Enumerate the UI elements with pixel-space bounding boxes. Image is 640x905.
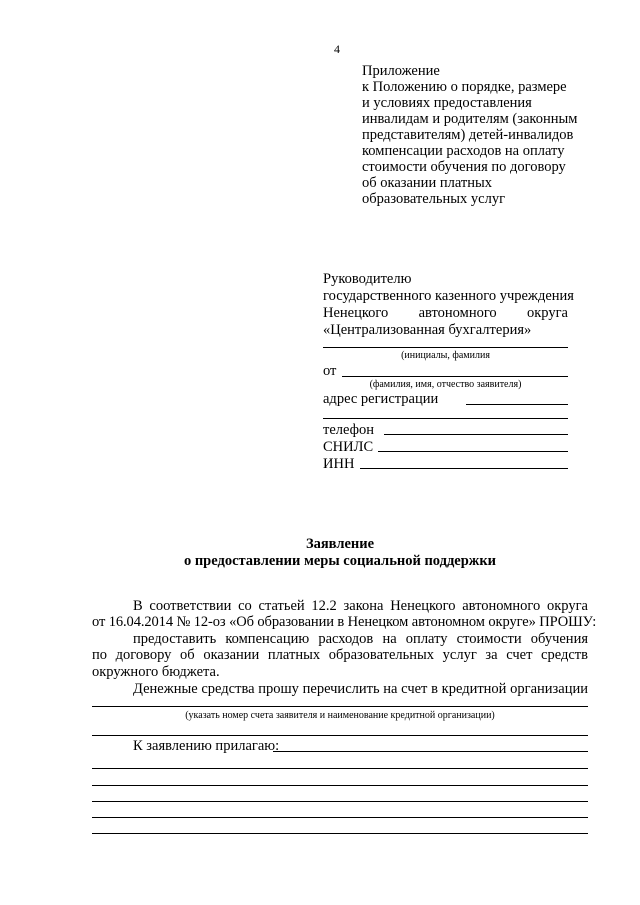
document-subtitle: о предоставлении меры социальной поддержки [183, 553, 497, 569]
appendix-line: стоимости обучения по договору [362, 159, 566, 175]
appendix-line: представителям) детей-инвалидов [362, 127, 574, 143]
attachments-line[interactable] [92, 801, 588, 802]
account-field-2[interactable] [92, 735, 588, 736]
inn-label: ИНН [323, 456, 355, 472]
attachments-field[interactable] [273, 751, 588, 752]
addressee-line-3 [323, 305, 568, 321]
initials-caption: (инициалы, фамилия [401, 350, 490, 361]
appendix-line: Приложение [362, 63, 440, 79]
account-caption: (указать номер счета заявителя и наименование кредитной организации) [185, 710, 495, 721]
body-text-line: Денежные средства прошу перечислить на счет в кредитной организации [133, 681, 588, 697]
appendix-line: компенсации расходов на оплату [362, 143, 565, 159]
initials-field[interactable] [323, 347, 568, 348]
applicant-fio-field[interactable] [342, 376, 568, 377]
body-text-line: окружного бюджета. [92, 664, 220, 680]
addressee-word: округа [527, 305, 568, 321]
addressee-word: Ненецкого [323, 305, 389, 321]
address-label: адрес регистрации [323, 391, 439, 407]
attachments-line[interactable] [92, 817, 588, 818]
snils-field[interactable] [378, 451, 568, 452]
body-text-line: предоставить компенсацию расходов на оплату стоимости обучения [133, 631, 588, 647]
fio-caption: (фамилия, имя, отчество заявителя) [369, 379, 522, 390]
addressee-line: Руководителю [323, 271, 412, 287]
appendix-line: к Положению о порядке, размере [362, 79, 567, 95]
attachments-line[interactable] [92, 833, 588, 834]
address-field[interactable] [466, 404, 568, 405]
from-label: от [323, 363, 337, 379]
addressee-word: автономного [418, 305, 497, 321]
inn-field[interactable] [360, 468, 568, 469]
snils-label: СНИЛС [323, 439, 374, 455]
body-text-line: В соответствии со статьей 12.2 закона Ненецкого автономного округа [133, 598, 588, 614]
appendix-line: инвалидам и родителям (законным [362, 111, 578, 127]
body-text-line: от 16.04.2014 № 12-оз «Об образовании в Ненецком автономном округе» ПРОШУ: [92, 614, 597, 630]
appendix-line: образовательных услуг [362, 191, 506, 207]
attachments-label: К заявлению прилагаю: [133, 738, 280, 754]
appendix-line: и условиях предоставления [362, 95, 532, 111]
appendix-line: об оказании платных [362, 175, 492, 191]
addressee-line: государственного казенного учреждения [323, 288, 574, 304]
page-number: 4 [334, 42, 340, 56]
phone-label: телефон [323, 422, 375, 438]
address-field-2[interactable] [323, 418, 568, 419]
phone-field[interactable] [384, 434, 568, 435]
body-text-line: по договору об оказании платных образовательных услуг за счет средств [92, 647, 588, 663]
attachments-line[interactable] [92, 768, 588, 769]
attachments-line[interactable] [92, 785, 588, 786]
appendix-block [362, 63, 577, 207]
document-title: Заявление [305, 536, 375, 552]
account-field[interactable] [92, 706, 588, 707]
addressee-line: «Централизованная бухгалтерия» [323, 322, 532, 338]
